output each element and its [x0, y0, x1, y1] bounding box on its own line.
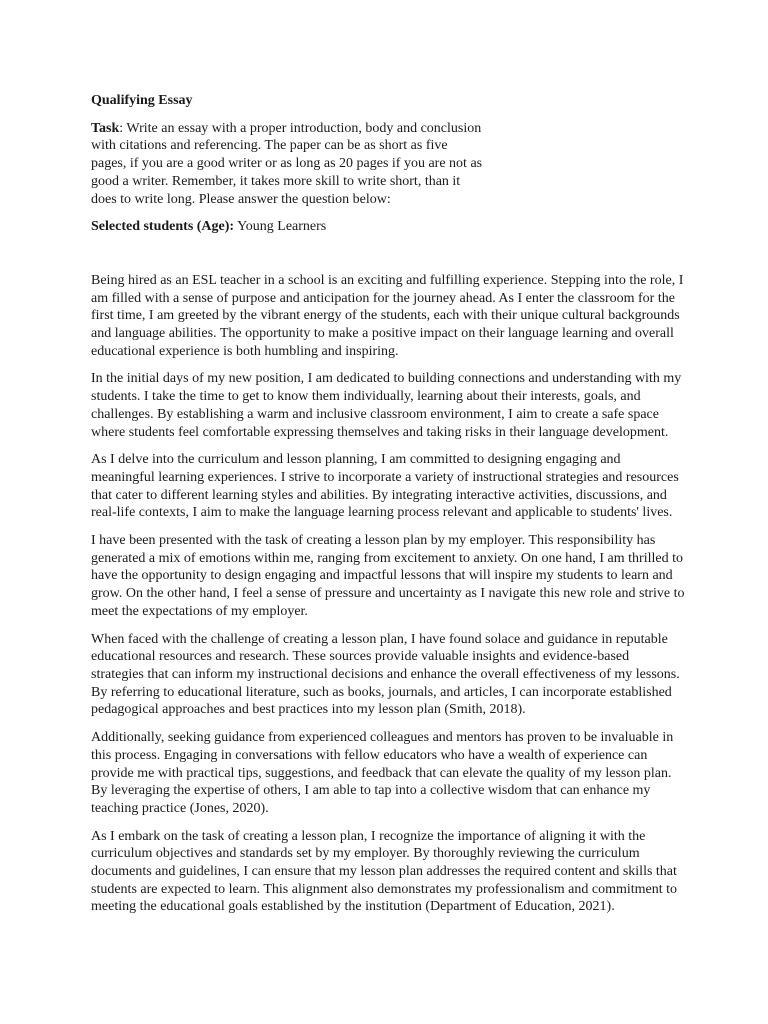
essay-paragraph: Additionally, seeking guidance from experienced colleagues and mentors has proven to be invaluable in this process. Engaging in conversations with fellow educators who have a wealth of experience can provide me with practical tips, suggestions, and feedback that can elevate the quality of my lesson plan. By leveraging the expertise of others, I am able to tap into a collective wisdom that can enhance my teaching practice (Jones, 2020).: [91, 730, 674, 816]
students-value: Young Learners: [234, 219, 327, 235]
task-instructions: [91, 120, 483, 209]
task-text: : Write an essay with a proper introduction, body and conclusion with citations and referencing. The paper can be as short as five pages, if you are a good writer or as long as 20 pages if you are not as good a writer. Remember, it takes more skill to write short, than it does to write long. Please answer the question below:: [91, 120, 483, 207]
task-label: Task: [91, 120, 120, 136]
document-page: [91, 92, 685, 926]
essay-paragraph: When faced with the challenge of creating a lesson plan, I have found solace and guidance in reputable educational resources and research. These sources provide valuable insights and evidence-based strategies that can inform my instructional decisions and enhance the overall effectiveness of my lessons. By referring to educational literature, such as books, journals, and articles, I can incorporate established pedagogical approaches and best practices into my lesson plan (Smith, 2018).: [91, 631, 680, 718]
essay-paragraph: As I embark on the task of creating a lesson plan, I recognize the importance of aligning it with the curriculum objectives and standards set by my employer. By thoroughly reviewing the curriculum documents and guidelines, I can ensure that my lesson plan addresses the required content and skills that students are expected to learn. This alignment also demonstrates my professionalism and commitment to meeting the educational goals established by the institution (Department of Education, 2021).: [91, 828, 678, 915]
essay-paragraph: Being hired as an ESL teacher in a school is an exciting and fulfilling experience. Stepping into the role, I am filled with a sense of purpose and anticipation for the journey ahead. As I enter the classroom for the first time, I am greeted by the vibrant energy of the students, each with their unique cultural backgrounds and language abilities. The opportunity to make a positive impact on their language learning and overall educational experience is both humbling and inspiring.: [91, 272, 684, 359]
essay-paragraph: I have been presented with the task of creating a lesson plan by my employer. This responsibility has generated a mix of emotions within me, ranging from excitement to anxiety. On one hand, I am thrilled to have the opportunity to design engaging and impactful lessons that will inspire my students to learn and grow. On the other hand, I feel a sense of pressure and uncertainty as I navigate this new role and strive to meet the expectations of my employer.: [91, 533, 685, 619]
document-title: Qualifying Essay: [91, 93, 193, 108]
selected-students: [91, 218, 685, 236]
essay-paragraph: As I delve into the curriculum and lesson planning, I am committed to designing engaging and meaningful learning experiences. I strive to incorporate a variety of instructional strategies and resources that cater to different learning styles and abilities. By integrating interactive activities, discussions, and real-life contexts, I aim to make the language learning process relevant and applicable to students' lives.: [91, 452, 679, 521]
students-label: Selected students (Age):: [91, 219, 235, 235]
essay-body: [91, 272, 685, 916]
essay-paragraph: In the initial days of my new position, I am dedicated to building connections and understanding with my students. I take the time to get to know them individually, learning about their interests, goals, and challenges. By establishing a warm and inclusive classroom environment, I aim to create a safe space where students feel comfortable expressing themselves and taking risks in their language development.: [91, 371, 682, 440]
